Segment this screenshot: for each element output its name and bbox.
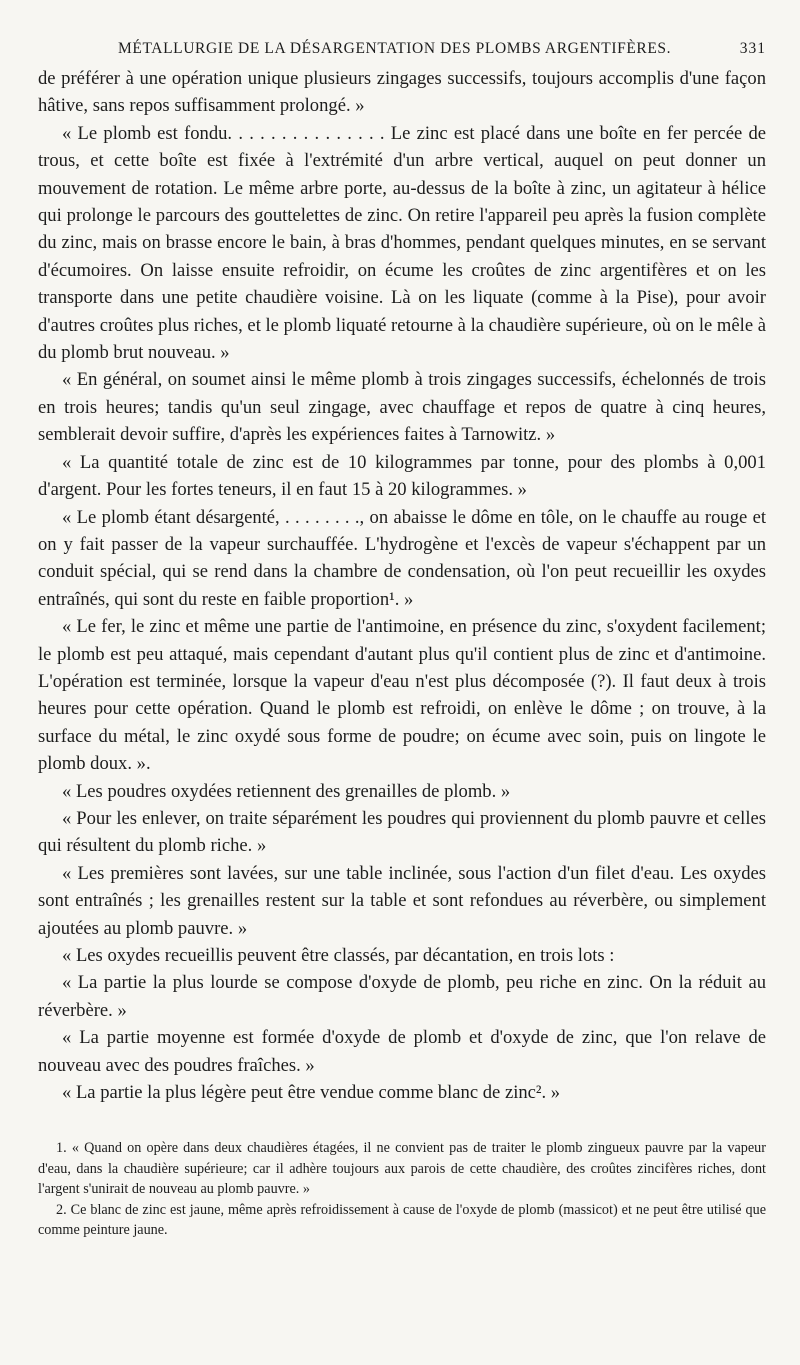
paragraph: « Pour les enlever, on traite séparément les poudres qui proviennent du plomb pauvre et celles qui résultent du plomb riche. » [38,807,766,857]
paragraph: « La partie la plus lourde se compose d'oxyde de plomb, peu riche en zinc. On la réduit au réverbère. » [38,972,766,1021]
footnote: 2. Ce blanc de zinc est jaune, même après refroidissement à cause de l'oxyde de plomb (massicot) et ne peut être utilisé que comme peinture jaune. [38,1201,766,1239]
paragraph: « Les oxydes recueillis peuvent être classés, par décantation, en trois lots : [62,945,615,966]
paragraph: « La partie la plus légère peut être vendue comme blanc de zinc². » [62,1082,561,1104]
paragraph: « En général, on soumet ainsi le même plomb à trois zingages successifs, échelonnés de trois en trois heures; tandis qu'un seul zingage, avec chauffage et repos de quatre à cinq heures, semblerait devoir suffire, d'après les expériences faites à Tarnowitz. » [38,369,766,446]
paragraph: « Le fer, le zinc et même une partie de l'antimoine, en présence du zinc, s'oxydent facilement; le plomb est peu attaqué, mais cependant d'autant plus qu'il contient plus de zinc et d'antimoine. L'opération est terminée, lorsque la vapeur d'eau n'est plus décomposée (?). Il faut deux à trois heures pour cette opération. Quand le plomb est refroidi, on enlève le dôme ; on trouve, à la surface du métal, le zinc oxydé sous forme de poudre; on écume avec soin, puis on lingote le plomb doux. ». [38,616,766,775]
paragraph: « Les premières sont lavées, sur une table inclinée, sous l'action d'un filet d'eau. Les oxydes sont entraînés ; les grenailles restent sur la table et sont refondues au réverbère, ou simplement ajoutées au plomb pauvre. » [38,862,766,939]
paragraph: de préférer à une opération unique plusieurs zingages successifs, toujours accomplis d'une façon hâtive, sans repos suffisamment prolongé. » [38,68,766,117]
paragraph: « La quantité totale de zinc est de 10 kilogrammes par tonne, pour des plombs à 0,001 d'argent. Pour les fortes teneurs, il en faut 15 à 20 kilogrammes. » [38,451,766,501]
paragraph: « Les poudres oxydées retiennent des grenailles de plomb. » [62,780,511,802]
footnotes [38,1138,766,1241]
footnote: 1. « Quand on opère dans deux chaudières étagées, il ne convient pas de traiter le plomb zingueux pauvre par la vapeur d'eau, dans la chaudière supérieure; car il adhère toujours aux parois de cette chaudière, des croûtes zincifères riches, dont l'argent s'unirait de nouveau au plomb pauvre. » [38,1140,766,1198]
body-text [38,65,766,1106]
paragraph: « Le plomb est fondu. . . . . . . . . . . . . . . Le zinc est placé dans une boîte en fer percée de trous, et cette boîte est fixée à l'extrémité d'un arbre vertical, auquel on peut donner un mouvement de rotation. Le même arbre porte, au-dessus de la boîte à zinc, un agitateur à hélice qui prolonge le parcours des gouttelettes de zinc. On retire l'appareil peu après la fusion complète du zinc, mais on brasse encore le bain, à bras d'hommes, pendant quelques minutes, en se servant d'écumoires. On laisse ensuite refroidir, on écume les croûtes de zinc argentifères et on les transporte dans une petite chaudière voisine. Là on les liquate (comme à la Pise), pour avoir d'autres croûtes plus riches, et le plomb liquaté retourne à la chaudière supérieure, où on le mêle à du plomb brut nouveau. » [38,122,766,364]
paragraph: « La partie moyenne est formée d'oxyde de plomb et d'oxyde de zinc, que l'on relave de nouveau avec des poudres fraîches. » [38,1027,766,1076]
paragraph: « Le plomb étant désargenté, . . . . . . . ., on abaisse le dôme en tôle, on le chauffe au rouge et on y fait passer de la vapeur surchauffée. L'hydrogène et l'excès de vapeur s'échappent par un conduit spécial, qui se rend dans la chambre de condensation, où l'on peut recueillir les oxydes entraînés, qui sont du reste en faible proportion¹. » [38,506,766,610]
page-number: 331 [739,40,766,57]
running-header [38,40,766,58]
running-title: MÉTALLURGIE DE LA DÉSARGENTATION DES PLOMBS ARGENTIFÈRES. [118,40,672,57]
